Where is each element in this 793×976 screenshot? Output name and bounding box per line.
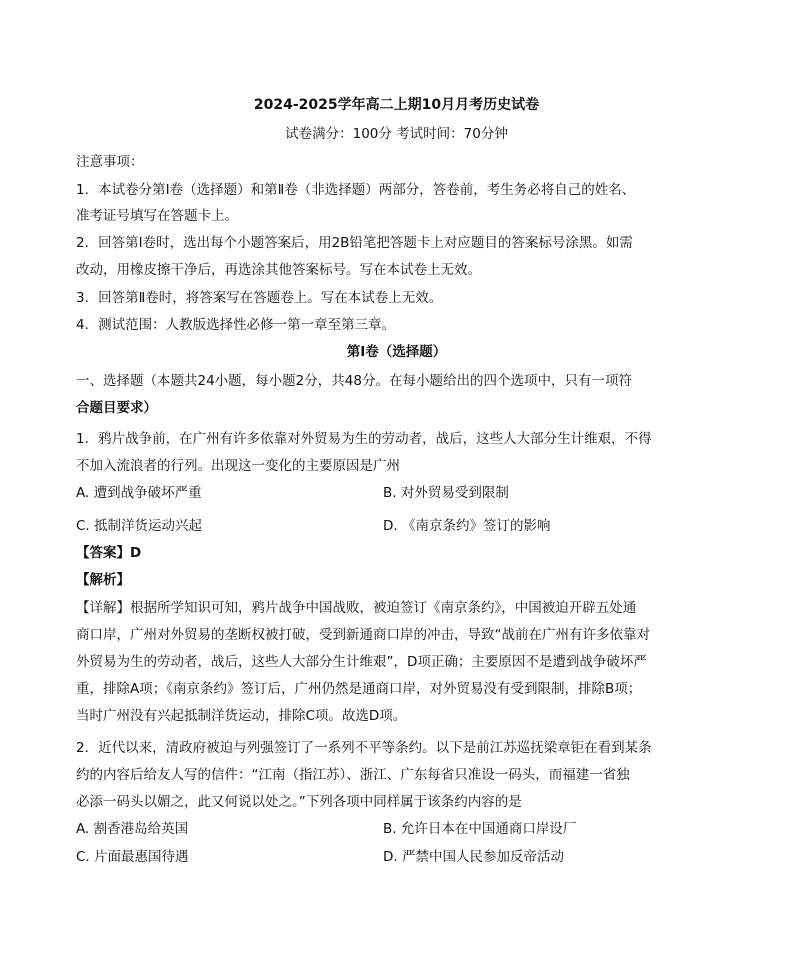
q1-option-b: B. 对外贸易受到限制	[383, 485, 509, 501]
q1-detail-line: 【详解】根据所学知识可知，鸦片战争中国战败，被迫签订《南京条约》，中国被迫开辟五处通	[76, 600, 637, 616]
exam-title: 2024-2025学年高二上期10月月考历史试卷	[253, 97, 540, 113]
note-line: 2．回答第Ⅰ卷时，选出每个小题答案后，用2B铅笔把答题卡上对应题目的答案标号涂黑。如需	[76, 235, 633, 251]
q2-option-a: A. 割香港岛给英国	[76, 821, 189, 837]
q2-option-d: D. 严禁中国人民参加反帝活动	[383, 849, 564, 865]
note-line: 3．回答第Ⅱ卷时，将答案写在答题卷上。写在本试卷上无效。	[76, 290, 443, 306]
q1-analysis-label: 【解析】	[76, 572, 130, 588]
q2-option-b: B. 允许日本在中国通商口岸设厂	[383, 821, 577, 837]
q1-option-c: C. 抵制洋货运动兴起	[76, 518, 203, 534]
exam-meta: 试卷满分：100分 考试时间：70分钟	[285, 126, 508, 142]
q1-stem-cont: 不加入流浪者的行列。出现这一变化的主要原因是广州	[76, 458, 400, 474]
q1-detail-line: 外贸易为生的劳动者，战后，这些人大部分生计维艰”，D项正确；主要原因不是遭到战争破坏严	[76, 654, 647, 670]
q1-option-d: D. 《南京条约》签订的影响	[383, 518, 551, 534]
note-line: 改动，用橡皮擦干净后，再选涂其他答案标号。写在本试卷上无效。	[76, 262, 481, 278]
q1-option-a: A. 遭到战争破坏严重	[76, 485, 202, 501]
section-instructions: 一、选择题（本题共24小题，每小题2分，共48分。在每小题给出的四个选项中，只有一项符	[76, 373, 632, 389]
q2-option-c: C. 片面最惠国待遇	[76, 849, 189, 865]
q1-detail-line: 重，排除A项；《南京条约》签订后，广州仍然是通商口岸，对外贸易没有受到限制，排除B项；	[76, 681, 642, 697]
notes-heading: 注意事项：	[76, 154, 144, 170]
q1-detail-line: 商口岸，广州对外贸易的垄断权被打破，受到新通商口岸的冲击，导致“战前在广州有许多依靠对	[76, 627, 650, 643]
note-line: 准考证号填写在答题卡上。	[76, 208, 238, 224]
note-line: 4．测试范围：人教版选择性必修一第一章至第三章。	[76, 317, 396, 333]
note-line: 1．本试卷分第Ⅰ卷（选择题）和第Ⅱ卷（非选择题）两部分，答卷前，考生务必将自己的姓名、	[76, 182, 636, 198]
q2-stem-cont: 约的内容后给友人写的信件：“江南（指江苏）、浙江、广东每省只准设一码头，而福建一省独	[76, 767, 630, 783]
q2-stem: 2．近代以来，清政府被迫与列强签订了一系列不平等条约。以下是前江苏巡抚梁章钜在看到某条	[76, 740, 652, 756]
q1-stem: 1．鸦片战争前，在广州有许多依靠对外贸易为生的劳动者，战后，这些人大部分生计维艰，不得	[76, 431, 652, 447]
part1-title: 第Ⅰ卷（选择题）	[346, 344, 447, 360]
q1-answer: 【答案】D	[76, 545, 142, 561]
section-instructions-cont: 合题目要求）	[76, 400, 157, 416]
q1-detail-line: 当时广州没有兴起抵制洋货运动，排除C项。故选D项。	[76, 708, 407, 724]
q2-stem-cont: 必添一码头以媚之，此又何说以处之。”下列各项中同样属于该条约内容的是	[76, 794, 522, 810]
